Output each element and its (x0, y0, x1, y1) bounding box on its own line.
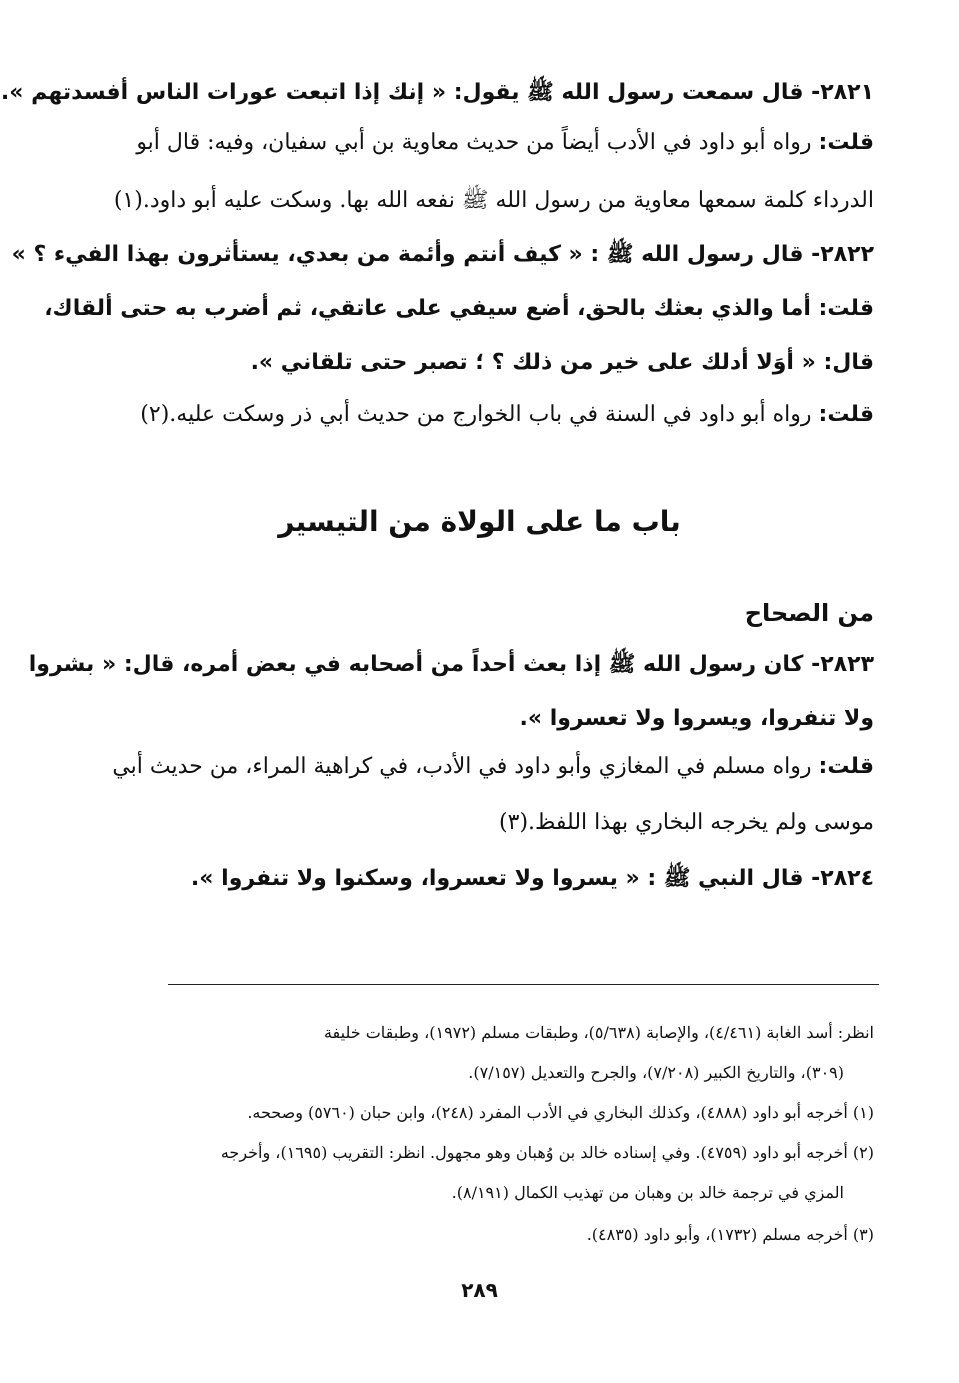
hadith-2821: ٢٨٢١- قال سمعت رسول الله ﷺ يقول: « إنك إذا اتبعت عورات الناس أفسدتهم ». (0, 80, 874, 105)
note-text: رواه أبو داود في الأدب أيضاً من حديث معاوية بن أبي سفيان، وفيه: قال أبو (136, 130, 812, 155)
note-label: قلت: (818, 754, 874, 779)
note-2821-line-1 (108, 126, 874, 160)
hadith-2824: ٢٨٢٤- قال النبي ﷺ : « يسروا ولا تعسروا، وسكنوا ولا تنفروا ». (190, 866, 874, 891)
note-2823-line-2: موسى ولم يخرجه البخاري بهذا اللفظ.(٣) (499, 810, 874, 835)
note-2822 (108, 398, 874, 432)
hadith-2822-line-2: قلت: أما والذي بعثك بالحق، أضع سيفي على عاتقي، ثم أضرب به حتى ألقاك، (44, 296, 874, 321)
footnote-1: (١) أخرجه أبو داود (٤٨٨٨)، وكذلك البخاري في الأدب المفرد (٢٤٨)، وابن حبان (٥٧٦٠) وصححه. (247, 1103, 874, 1122)
hadith-2823-line-2: ولا تنفروا، ويسروا ولا تعسروا ». (519, 706, 874, 731)
footnote-2-line-1: (٢) أخرجه أبو داود (٤٧٥٩). وفي إسناده خالد بن وُهبان وهو مجهول. انظر: التقريب (١٦٩٥)، وأخرجه (220, 1143, 874, 1162)
note-label: قلت: (818, 402, 874, 427)
footnote-divider (168, 984, 879, 985)
footnote-ref-line-1: انظر: أسد الغابة (٤/٤٦١)، والإصابة (٥/٦٣٨)، وطبقات مسلم (١٩٧٢)، وطبقات خليفة (323, 1023, 874, 1042)
footnote-2-line-2: المزي في ترجمة خالد بن وهبان من تهذيب الكمال (٨/١٩١). (451, 1183, 844, 1202)
footnote-3: (٣) أخرجه مسلم (١٧٣٢)، وأبو داود (٤٨٣٥). (586, 1225, 874, 1244)
hadith-2822-line-3: قال: « أوَلا أدلك على خير من ذلك ؟ ؛ تصبر حتى تلقاني ». (250, 350, 874, 375)
note-text: رواه أبو داود في السنة في باب الخوارج من حديث أبي ذر وسكت عليه.(٢) (140, 402, 812, 427)
page-number: ٢٨٩ (461, 1278, 498, 1302)
hadith-2822-line-1: ٢٨٢٢- قال رسول الله ﷺ : « كيف أنتم وأئمة من بعدي، يستأثرون بهذا الفيء ؟ » (11, 242, 874, 267)
note-2823-line-1 (108, 750, 874, 784)
note-label: قلت: (818, 130, 874, 155)
note-2821-line-2: الدرداء كلمة سمعها معاوية من رسول الله ﷺ نفعه الله بها. وسكت عليه أبو داود.(١) (113, 188, 874, 213)
footnote-ref-line-2: (٣٠٩)، والتاريخ الكبير (٧/٢٠٨)، والجرح والتعديل (٧/١٥٧). (468, 1063, 844, 1082)
chapter-title: باب ما على الولاة من التيسير (278, 505, 681, 538)
note-text: رواه مسلم في المغازي وأبو داود في الأدب، في كراهية المراء، من حديث أبي (112, 754, 812, 779)
section-title: من الصحاح (744, 599, 874, 627)
hadith-2823-line-1: ٢٨٢٣- كان رسول الله ﷺ إذا بعث أحداً من أصحابه في بعض أمره، قال: « بشروا (28, 652, 874, 677)
